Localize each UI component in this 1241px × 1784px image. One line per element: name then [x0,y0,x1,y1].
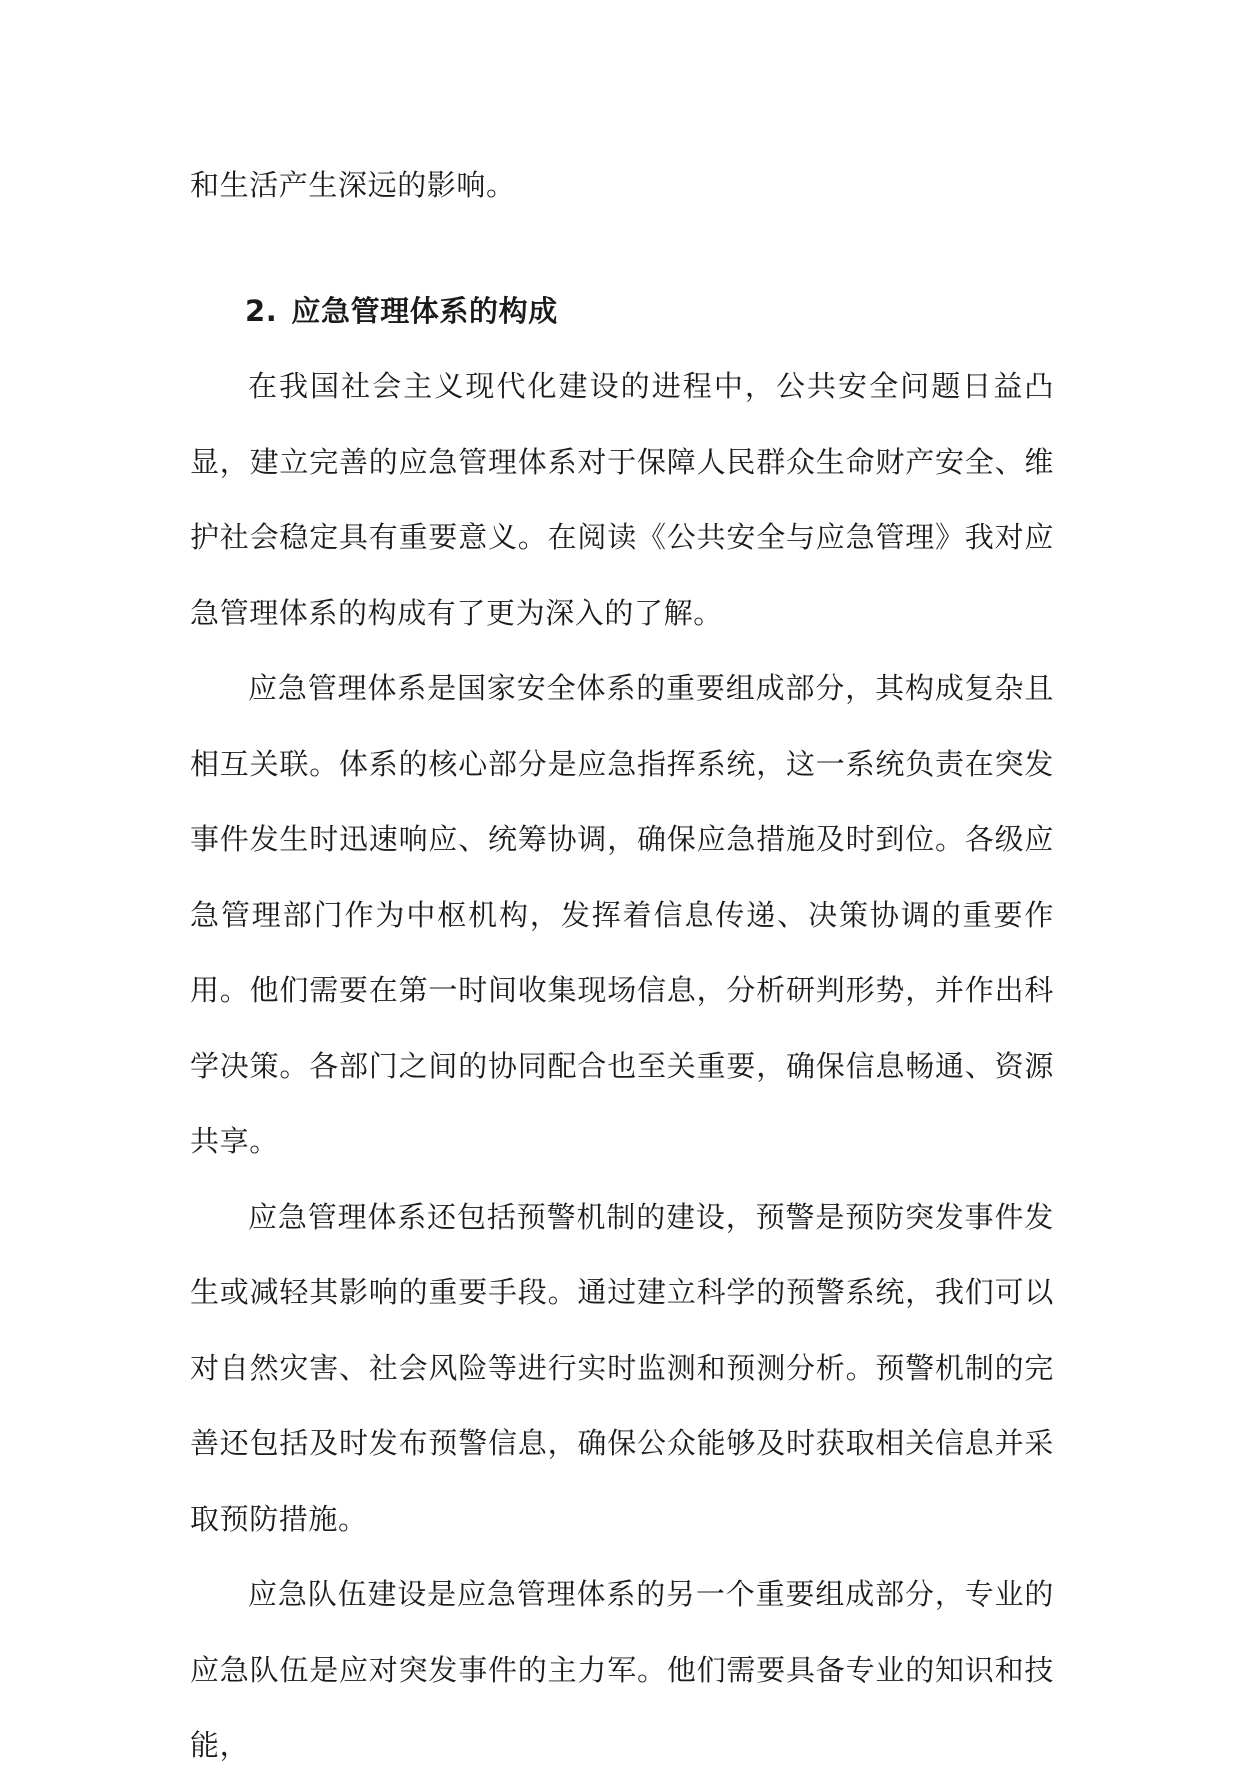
section-number: 2. [245,293,278,328]
paragraph-emergency-team: 应急队伍建设是应急管理体系的另一个重要组成部分，专业的应急队伍是应对突发事件的主力军。他们需要具备专业的知识和技能， [190,1577,1054,1762]
document-body [190,148,1054,1784]
section-title: 应急管理体系的构成 [291,293,558,328]
paragraph-warning-mechanism: 应急管理体系还包括预警机制的建设，预警是预防突发事件发生或减轻其影响的重要手段。通过建立科学的预警系统，我们可以对自然灾害、社会风险等进行实时监测和预测分析。预警机制的完善还包括及时发布预警信息，确保公众能够及时获取相关信息并采取预防措施。 [190,1199,1054,1536]
section-heading [190,274,1054,350]
paragraph-continuation: 和生活产生深远的影响。 [190,168,516,202]
paragraph-intro: 在我国社会主义现代化建设的进程中，公共安全问题日益凸显，建立完善的应急管理体系对于保障人民群众生命财产安全、维护社会稳定具有重要意义。在阅读《公共安全与应急管理》我对应急管理体系的构成有了更为深入的了解。 [190,369,1054,630]
paragraph-command-system: 应急管理体系是国家安全体系的重要组成部分，其构成复杂且相互关联。体系的核心部分是应急指挥系统，这一系统负责在突发事件发生时迅速响应、统筹协调，确保应急措施及时到位。各级应急管理部门作为中枢机构，发挥着信息传递、决策协调的重要作用。他们需要在第一时间收集现场信息，分析研判形势，并作出科学决策。各部门之间的协同配合也至关重要，确保信息畅通、资源共享。 [190,671,1054,1158]
